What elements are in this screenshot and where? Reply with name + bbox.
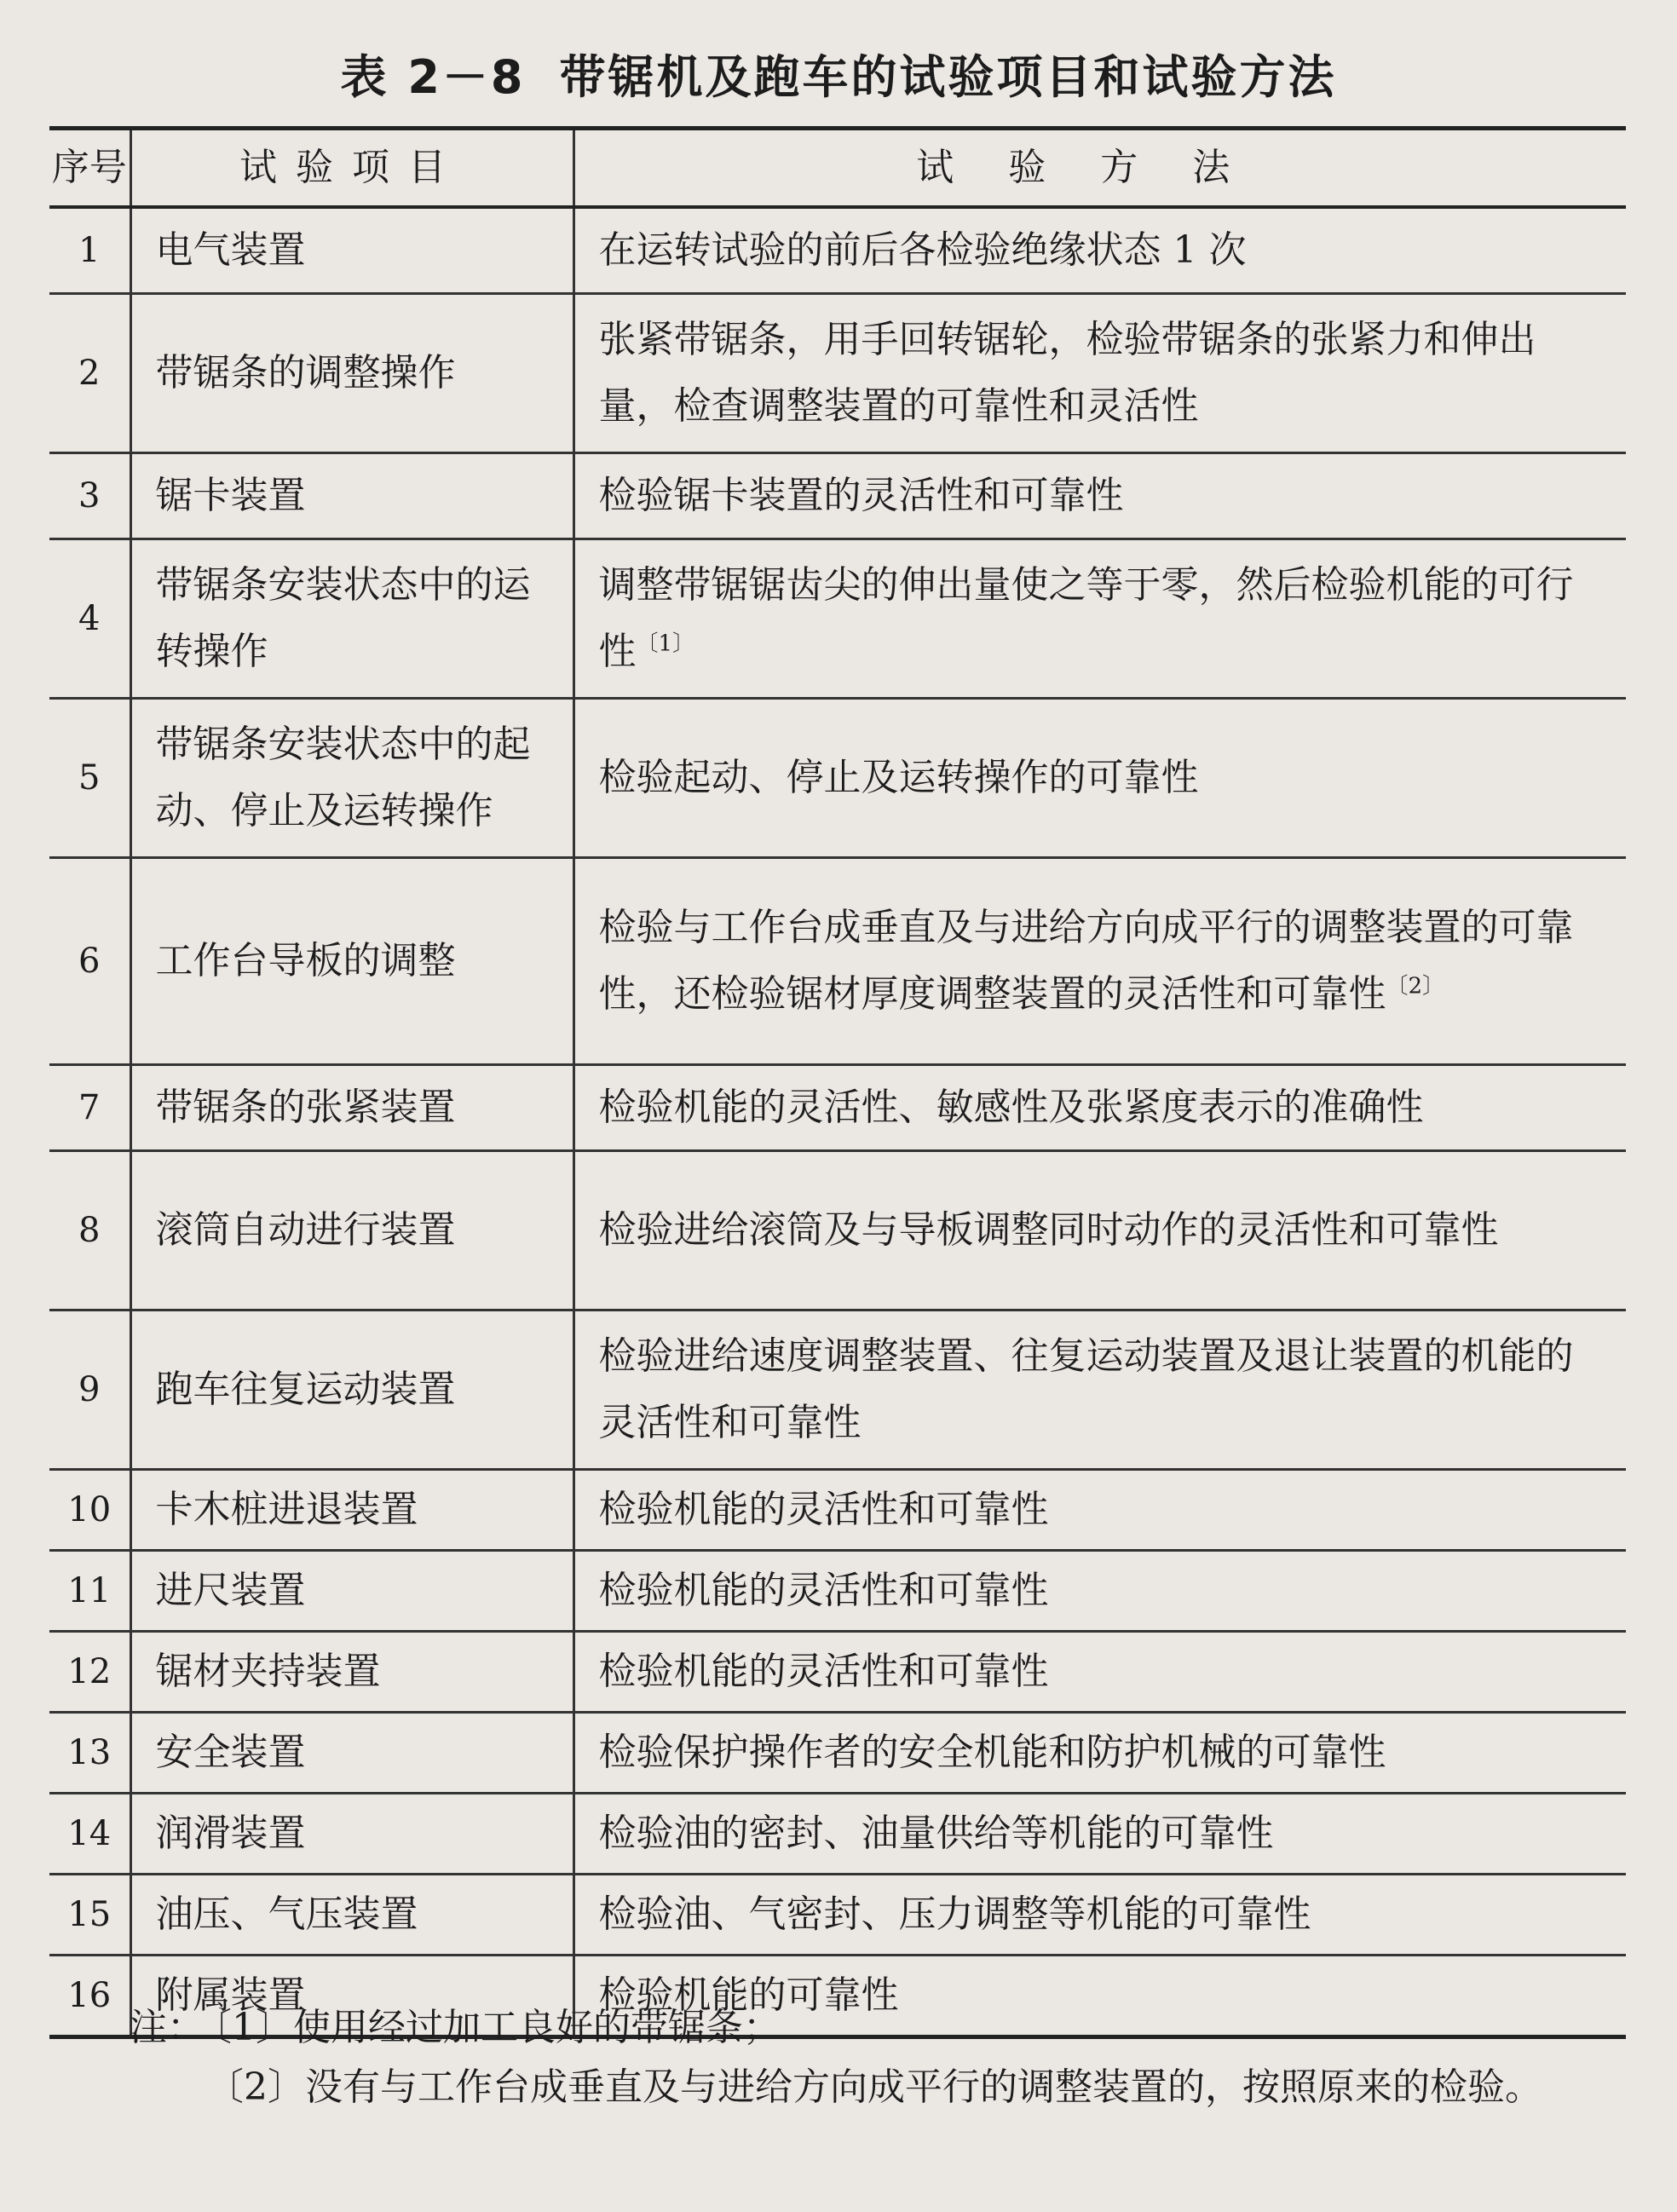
header-no: 序号 [49, 129, 130, 208]
row-method: 检验机能的灵活性、敏感性及张紧度表示的准确性 [573, 1065, 1626, 1151]
row-item: 带锯条的张紧装置 [130, 1065, 573, 1151]
row-no: 14 [49, 1794, 130, 1875]
table-title [0, 41, 1677, 107]
row-no: 16 [49, 1956, 130, 2037]
row-item: 电气装置 [130, 207, 573, 294]
row-method: 检验油、气密封、压力调整等机能的可靠性 [573, 1875, 1626, 1956]
row-method: 检验机能的可靠性 [573, 1956, 1626, 2037]
table-row [49, 1551, 1626, 1632]
table-row [49, 294, 1626, 453]
table-row [49, 699, 1626, 858]
table-row [49, 1470, 1626, 1551]
row-item: 附属装置 [130, 1956, 573, 2037]
table-number: 表 2－8 [340, 50, 526, 104]
row-method: 检验起动、停止及运转操作的可靠性 [573, 699, 1626, 858]
row-item: 锯卡装置 [130, 453, 573, 539]
note-1-text: 〔1〕使用经过加工良好的带锯条； [213, 2006, 781, 2049]
footnote-ref: 〔2〕 [1386, 973, 1445, 999]
notes-lead: 注： [130, 2006, 205, 2049]
footnote-ref: 〔1〕 [636, 631, 695, 657]
table-row [49, 1065, 1626, 1151]
row-no: 9 [49, 1310, 130, 1470]
table-row [49, 1713, 1626, 1794]
row-item: 带锯条安装状态中的起动、停止及运转操作 [130, 699, 573, 858]
row-method: 检验油的密封、油量供给等机能的可靠性 [573, 1794, 1626, 1875]
header-item: 试验项目 [130, 129, 573, 208]
row-no: 13 [49, 1713, 130, 1794]
table-row [49, 207, 1626, 294]
row-method: 检验锯卡装置的灵活性和可靠性 [573, 453, 1626, 539]
row-no: 10 [49, 1470, 130, 1551]
row-no: 3 [49, 453, 130, 539]
note-1 [130, 1998, 1595, 2058]
row-no: 6 [49, 858, 130, 1065]
row-method: 检验进给速度调整装置、往复运动装置及退让装置的机能的灵活性和可靠性 [573, 1310, 1626, 1470]
row-method: 检验进给滚筒及与导板调整同时动作的灵活性和可靠性 [573, 1151, 1626, 1310]
row-no: 15 [49, 1875, 130, 1956]
row-method: 检验机能的灵活性和可靠性 [573, 1551, 1626, 1632]
row-item: 工作台导板的调整 [130, 858, 573, 1065]
row-no: 4 [49, 539, 130, 699]
note-2: 〔2〕没有与工作台成垂直及与进给方向成平行的调整装置的，按照原来的检验。 [206, 2065, 1542, 2109]
table-header-row [49, 129, 1626, 208]
row-method: 检验机能的灵活性和可靠性 [573, 1632, 1626, 1713]
table-row [49, 858, 1626, 1065]
row-method: 在运转试验的前后各检验绝缘状态 1 次 [573, 207, 1626, 294]
row-no: 11 [49, 1551, 130, 1632]
row-item: 卡木桩进退装置 [130, 1470, 573, 1551]
row-method: 张紧带锯条，用手回转锯轮，检验带锯条的张紧力和伸出量，检查调整装置的可靠性和灵活性 [573, 294, 1626, 453]
row-item: 跑车往复运动装置 [130, 1310, 573, 1470]
row-item: 进尺装置 [130, 1551, 573, 1632]
table-notes [130, 1998, 1595, 2117]
table-caption: 带锯机及跑车的试验项目和试验方法 [559, 50, 1337, 104]
row-no: 12 [49, 1632, 130, 1713]
row-method [573, 539, 1626, 699]
row-method-text: 检验与工作台成垂直及与进给方向成平行的调整装置的可靠性，还检验锯材厚度调整装置的灵活性和可靠性 [598, 906, 1574, 1016]
row-method [573, 858, 1626, 1065]
table-row [49, 453, 1626, 539]
row-no: 5 [49, 699, 130, 858]
header-method: 试验方法 [573, 129, 1626, 208]
row-method: 检验机能的灵活性和可靠性 [573, 1470, 1626, 1551]
row-method: 检验保护操作者的安全机能和防护机械的可靠性 [573, 1713, 1626, 1794]
row-item: 带锯条安装状态中的运转操作 [130, 539, 573, 699]
table-row [49, 1151, 1626, 1310]
table-row [49, 1875, 1626, 1956]
row-no: 8 [49, 1151, 130, 1310]
table-row [49, 1632, 1626, 1713]
row-no: 2 [49, 294, 130, 453]
row-item: 润滑装置 [130, 1794, 573, 1875]
table-row [49, 1310, 1626, 1470]
row-no: 7 [49, 1065, 130, 1151]
table-row [49, 1794, 1626, 1875]
row-no: 1 [49, 207, 130, 294]
row-method-text: 调整带锯锯齿尖的伸出量使之等于零，然后检验机能的可行性 [598, 563, 1574, 673]
test-items-table [49, 126, 1626, 2039]
row-item: 带锯条的调整操作 [130, 294, 573, 453]
table-row [49, 539, 1626, 699]
row-item: 安全装置 [130, 1713, 573, 1794]
row-item: 油压、气压装置 [130, 1875, 573, 1956]
row-item: 锯材夹持装置 [130, 1632, 573, 1713]
row-item: 滚筒自动进行装置 [130, 1151, 573, 1310]
